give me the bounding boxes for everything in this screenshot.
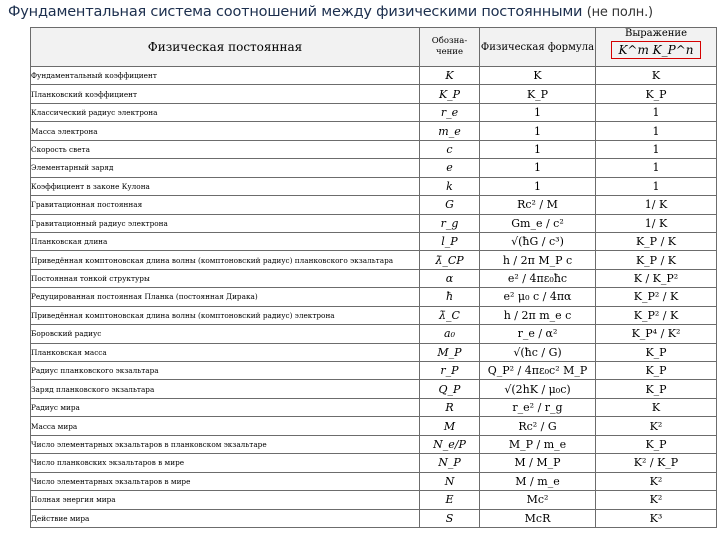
expression-value: K² [596,417,717,435]
physical-formula: √(ħG / c³) [480,232,596,250]
constant-symbol: λ̄_CP [420,251,480,269]
expression-value: K_P [596,380,717,398]
table-header-row [31,28,717,67]
physical-formula: √(ħc / G) [480,343,596,361]
constant-symbol: m_e [420,122,480,140]
constant-name: Масса мира [31,417,420,435]
physical-formula: r_e / α² [480,325,596,343]
physical-formula: M / m_e [480,472,596,490]
table-row [31,509,717,527]
constant-name: Гравитационная постоянная [31,196,420,214]
table-row [31,122,717,140]
physical-formula: Rc² / M [480,196,596,214]
constant-name: Действие мира [31,509,420,527]
physical-formula: Q_P² / 4πε₀c² M_P [480,362,596,380]
physical-formula: M / M_P [480,454,596,472]
physical-formula: h / 2π m_e c [480,306,596,324]
expression-value: 1 [596,103,717,121]
physical-formula: Gm_e / c² [480,214,596,232]
physical-formula: e² μ₀ c / 4πα [480,288,596,306]
expression-value: K / K_P² [596,269,717,287]
constant-name: Постоянная тонкой структуры [31,269,420,287]
header-constant: Физическая постоянная [31,28,420,67]
constant-symbol: α [420,269,480,287]
table-row [31,140,717,158]
constant-symbol: M [420,417,480,435]
physical-formula: McR [480,509,596,527]
physical-formula: 1 [480,103,596,121]
expression-value: K_P / K [596,232,717,250]
table-row [31,306,717,324]
table-row [31,85,717,103]
page-title [8,4,720,26]
constant-symbol: N_e/P [420,435,480,453]
page-title-main: Фундаментальная система соотношений между физическими постоянными [8,4,583,20]
expression-value: K² [596,472,717,490]
physical-formula: h / 2π M_P c [480,251,596,269]
expression-value: 1/ K [596,214,717,232]
table-row [31,269,717,287]
table-row [31,214,717,232]
table-row [31,159,717,177]
constant-name: Планковский коэффициент [31,85,420,103]
expression-value: K_P [596,343,717,361]
expression-value: K_P [596,85,717,103]
table-row [31,288,717,306]
expression-value: K_P [596,362,717,380]
expression-value: K_P² / K [596,306,717,324]
table-row [31,67,717,85]
expression-value: K_P² / K [596,288,717,306]
constant-symbol: S [420,509,480,527]
constant-symbol: K_P [420,85,480,103]
constant-name: Приведённая комптоновская длина волны (комптоновский радиус) планковского экзальтара [31,251,420,269]
table-row [31,177,717,195]
constant-symbol: R [420,398,480,416]
header-formula: Физическая формула [480,28,596,67]
physical-formula: Mc² [480,491,596,509]
constant-symbol: K [420,67,480,85]
constant-name: Приведённая комптоновская длина волны (комптоновский радиус) электрона [31,306,420,324]
table-row [31,454,717,472]
constant-symbol: N [420,472,480,490]
table-row [31,380,717,398]
header-symbol: Обозна-чение [420,28,480,67]
constant-name: Число планковских экзальтаров в мире [31,454,420,472]
constant-name: Планковская масса [31,343,420,361]
header-expression [596,28,717,67]
constant-symbol: E [420,491,480,509]
constant-symbol: G [420,196,480,214]
constant-name: Элементарный заряд [31,159,420,177]
constant-symbol: M_P [420,343,480,361]
physical-formula: 1 [480,177,596,195]
physical-formula: 1 [480,140,596,158]
constant-name: Боровский радиус [31,325,420,343]
constant-symbol: N_P [420,454,480,472]
constant-symbol: r_g [420,214,480,232]
constant-symbol: k [420,177,480,195]
constant-symbol: l_P [420,232,480,250]
physical-formula: 1 [480,159,596,177]
physical-formula: r_e² / r_g [480,398,596,416]
physical-formula: e² / 4πε₀ħc [480,269,596,287]
table-row [31,325,717,343]
constant-name: Полная энергия мира [31,491,420,509]
constant-symbol: a₀ [420,325,480,343]
constant-name: Гравитационный радиус электрона [31,214,420,232]
constant-symbol: λ̄_C [420,306,480,324]
constant-name: Редуцированная постоянная Планка (постоянная Дирака) [31,288,420,306]
table-row [31,472,717,490]
expression-value: 1 [596,159,717,177]
table-row [31,232,717,250]
constant-symbol: Q_P [420,380,480,398]
table-row [31,251,717,269]
physical-formula: Rc² / G [480,417,596,435]
expression-value: 1 [596,177,717,195]
physical-formula: K_P [480,85,596,103]
expression-value: 1 [596,140,717,158]
physical-formula: M_P / m_e [480,435,596,453]
expression-value: 1 [596,122,717,140]
physical-formula: √(2hK / μ₀c) [480,380,596,398]
table-row [31,343,717,361]
expression-value: K_P⁴ / K² [596,325,717,343]
constants-table [30,27,717,528]
constant-name: Заряд планковского экзальтара [31,380,420,398]
constant-symbol: ħ [420,288,480,306]
expression-value: K [596,67,717,85]
header-expression-label: Выражение [624,28,688,39]
physical-formula: 1 [480,122,596,140]
constant-symbol: c [420,140,480,158]
constant-name: Коэффициент в законе Кулона [31,177,420,195]
constant-name: Планковская длина [31,232,420,250]
constant-symbol: r_P [420,362,480,380]
expression-value: K_P / K [596,251,717,269]
table-row [31,398,717,416]
constant-name: Скорость света [31,140,420,158]
table-row [31,435,717,453]
constant-name: Число элементарных экзальтаров в мире [31,472,420,490]
constant-name: Число элементарных экзальтаров в планковском экзальтаре [31,435,420,453]
table-body [31,67,717,528]
constant-name: Фундаментальный коэффициент [31,67,420,85]
expression-value: K² [596,491,717,509]
expression-value: 1/ K [596,196,717,214]
table-row [31,103,717,121]
page-title-note: (не полн.) [586,5,653,20]
constant-name: Классический радиус электрона [31,103,420,121]
constant-name: Радиус мира [31,398,420,416]
constant-symbol: e [420,159,480,177]
constant-name: Масса электрона [31,122,420,140]
physical-formula: K [480,67,596,85]
table-row [31,417,717,435]
constant-symbol: r_e [420,103,480,121]
constant-name: Радиус планковского экзальтара [31,362,420,380]
expression-value: K_P [596,435,717,453]
table-row [31,196,717,214]
table-row [31,491,717,509]
expression-value: K³ [596,509,717,527]
expression-form-box: K^m K_P^n [611,41,700,59]
expression-value: K [596,398,717,416]
table-row [31,362,717,380]
expression-value: K² / K_P [596,454,717,472]
